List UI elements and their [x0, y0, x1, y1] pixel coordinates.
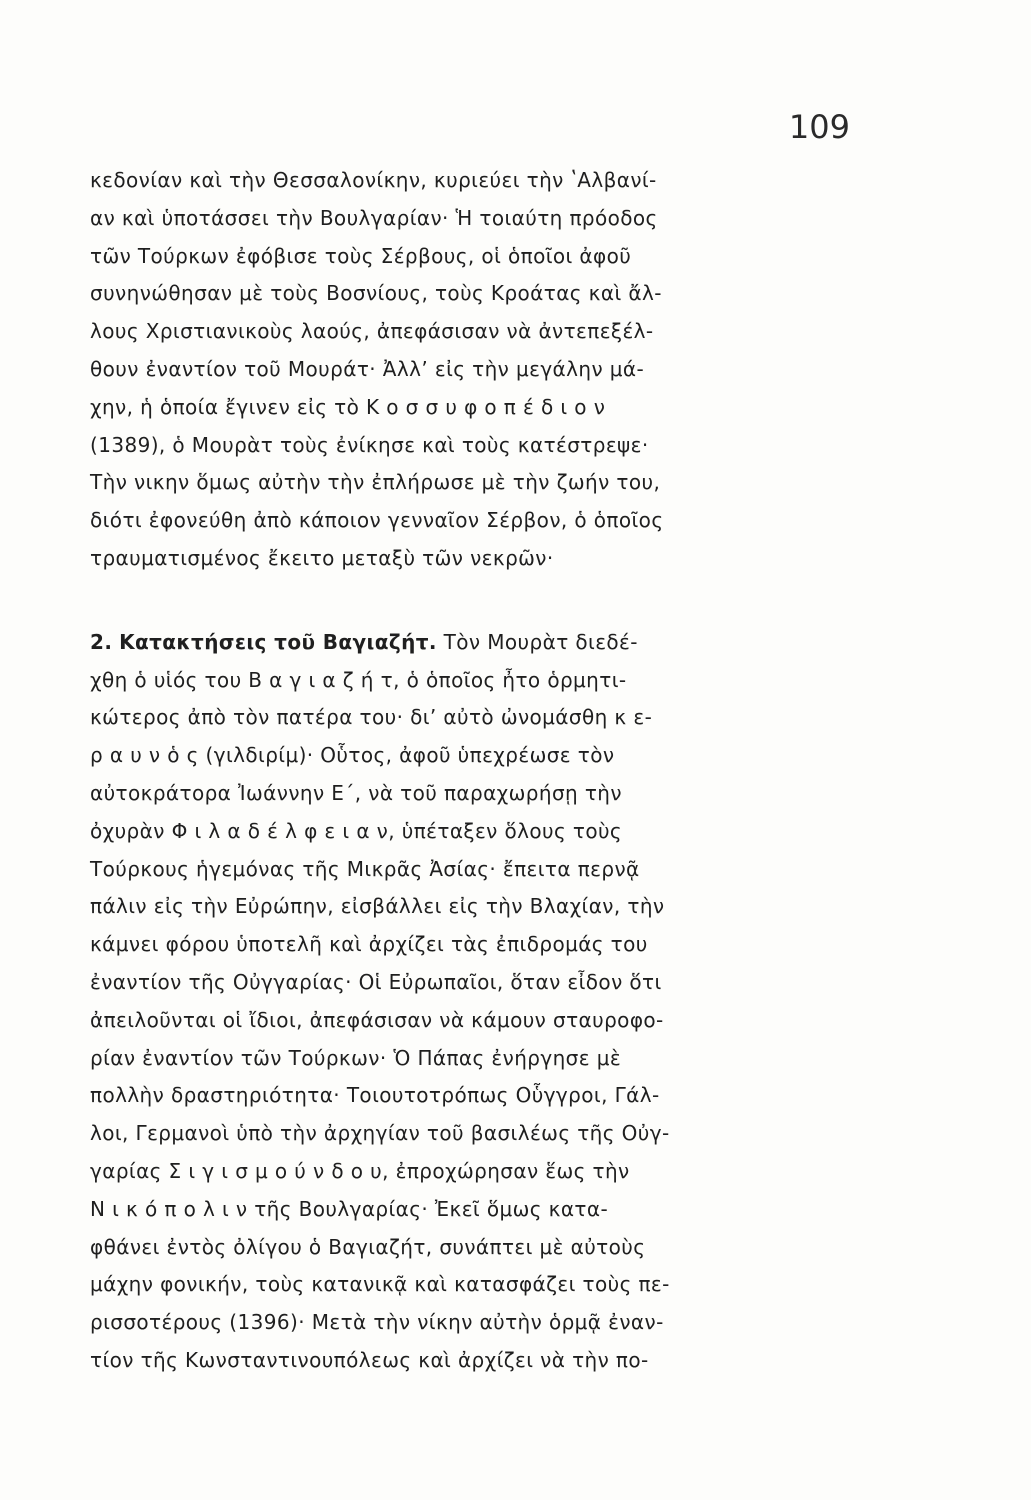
section-heading-line: [90, 624, 960, 662]
text-line: μάχην φονικήν, τοὺς κατανικᾷ καὶ κατασφάζει τοὺς πε-: [90, 1272, 670, 1297]
paragraph-gap: [90, 578, 960, 624]
text-line: Τὴν νικην ὅμως αὐτὴν τὴν ἐπλήρωσε μὲ τὴν ζωήν του,: [90, 470, 661, 495]
text-line: ρισσοτέρους (1396)· Μετὰ τὴν νίκην αὐτὴν ὁρμᾷ ἐναν-: [90, 1310, 664, 1335]
text-line: ἐναντίον τῆς Οὐγγαρίας· Οἱ Εὐρωπαῖοι, ὅταν εἶδον ὅτι: [90, 969, 662, 994]
section-number: 2.: [90, 629, 113, 654]
section-heading: Κατακτήσεις τοῦ Βαγιαζήτ.: [119, 629, 437, 654]
text-line: τῶν Τούρκων ἐφόβισε τοὺς Σέρβους, οἱ ὁποῖοι ἀφοῦ: [90, 243, 632, 268]
text-line: ἀπειλοῦνται οἱ ἴδιοι, ἀπεφάσισαν νὰ κάμουν σταυροφο-: [90, 1007, 664, 1032]
text-line: αν καὶ ὑποτάσσει τὴν Βουλγαρίαν· Ἡ τοιαύτη πρόοδος: [90, 205, 658, 230]
text-line: κώτερος ἀπὸ τὸν πατέρα του· δι’ αὐτὸ ὠνομάσθη κ ε-: [90, 705, 653, 730]
text-line: φθάνει ἐντὸς ὀλίγου ὁ Βαγιαζήτ, συνάπτει μὲ αὐτοὺς: [90, 1234, 646, 1259]
page-number: 109: [788, 108, 850, 146]
text-line: ρίαν ἐναντίον τῶν Τούρκων· Ὁ Πάπας ἐνήργησε μὲ: [90, 1045, 622, 1070]
text-line: κάμνει φόρου ὑποτελῆ καὶ ἀρχίζει τὰς ἐπιδρομάς του: [90, 932, 648, 957]
text-line: τραυματισμένος ἔκειτο μεταξὺ τῶν νεκρῶν·: [90, 545, 554, 570]
paragraph-1: [90, 162, 960, 578]
body-text: [90, 162, 960, 1380]
text-line: πάλιν εἰς τὴν Εὐρώπην, εἰσβάλλει εἰς τὴν Βλαχίαν, τὴν: [90, 894, 665, 919]
text-line: (1389), ὁ Μουρὰτ τοὺς ἐνίκησε καὶ τοὺς κατέστρεψε·: [90, 432, 649, 457]
text-line: χην, ἡ ὁποία ἔγινεν εἰς τὸ Κ ο σ σ υ φ ο π έ δ ι ο ν: [90, 394, 606, 419]
text-line: λοι, Γερμανοὶ ὑπὸ τὴν ἀρχηγίαν τοῦ βασιλέως τῆς Οὐγ-: [90, 1121, 670, 1146]
text-line: συνηνώθησαν μὲ τοὺς Βοσνίους, τοὺς Κροάτας καὶ ἄλ-: [90, 281, 662, 306]
paragraph-2: [90, 624, 960, 1380]
text-line: πολλὴν δραστηριότητα· Τοιουτοτρόπως Οὗγγροι, Γάλ-: [90, 1083, 660, 1108]
text-line: τίον τῆς Κωνσταντινουπόλεως καὶ ἀρχίζει νὰ τὴν πο-: [90, 1347, 649, 1372]
text-line: ὀχυρὰν Φ ι λ α δ έ λ φ ε ι α ν, ὑπέταξεν ὅλους τοὺς: [90, 818, 623, 843]
text-line: Τούρκους ἡγεμόνας τῆς Μικρᾶς Ἀσίας· ἔπειτα περνᾷ: [90, 856, 640, 881]
text-line: διότι ἐφονεύθη ἀπὸ κάποιον γενναῖον Σέρβον, ὁ ὁποῖος: [90, 508, 664, 533]
text-line: θουν ἐναντίον τοῦ Μουράτ· Ἀλλ’ εἰς τὴν μεγάλην μά-: [90, 356, 645, 381]
text-line: αὐτοκράτορα Ἰωάννην Ε΄, νὰ τοῦ παραχωρήσῃ τὴν: [90, 780, 622, 805]
text-line: λους Χριστιανικοὺς λαούς, ἀπεφάσισαν νὰ ἀντεπεξέλ-: [90, 319, 654, 344]
text-line: Ν ι κ ό π ο λ ι ν τῆς Βουλγαρίας· Ἐκεῖ ὅμως κατα-: [90, 1196, 609, 1221]
text-line: ρ α υ ν ὁ ς (γιλδιρίμ)· Οὗτος, ἀφοῦ ὑπεχρέωσε τὸν: [90, 743, 615, 768]
text-line: χθη ὁ υἱός του Β α γ ι α ζ ή τ, ὁ ὁποῖος ἦτο ὁρμητι-: [90, 667, 627, 692]
text-line: γαρίας Σ ι γ ι σ μ ο ύ ν δ ο υ, ἐπροχώρησαν ἕως τὴν: [90, 1158, 630, 1183]
text-line: κεδονίαν καὶ τὴν Θεσσαλονίκην, κυριεύει τὴν ʽΑλβανί-: [90, 168, 657, 192]
heading-line-text: Τὸν Μουρὰτ διεδέ-: [443, 629, 638, 654]
